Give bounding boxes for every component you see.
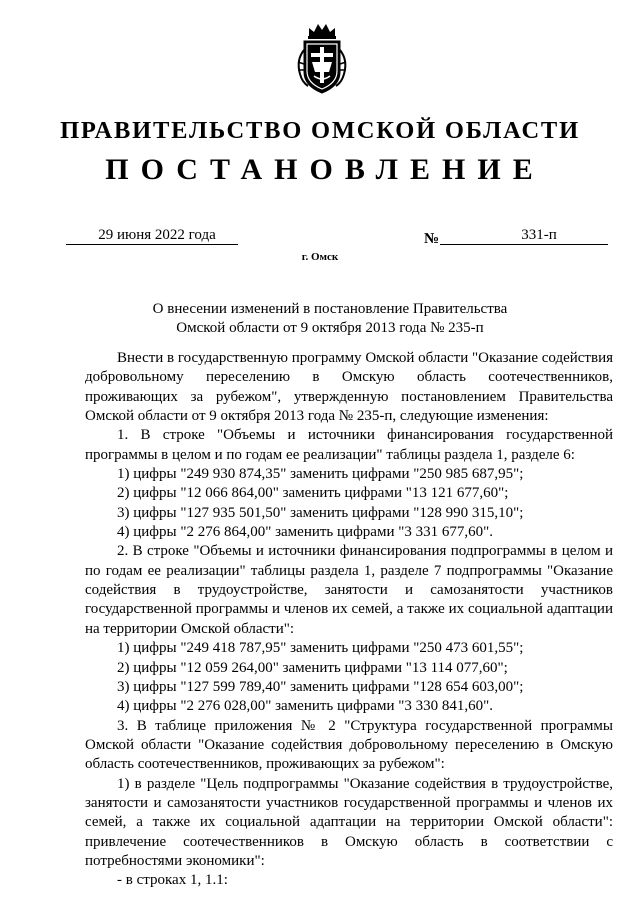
- list-item: 2) цифры "12 066 864,00" заменить цифрами "13 121 677,60";: [117, 485, 509, 502]
- city: г. Омск: [301, 251, 339, 263]
- paragraph: 3. В таблице приложения № 2 "Структура государственной программы Омской области "Оказание содействия добровольному переселению в Омскую область соотечественников, проживающих за рубежом":: [85, 717, 613, 773]
- list-item: 4) цифры "2 276 028,00" заменить цифрами "3 330 841,60".: [117, 698, 493, 715]
- document-date: 29 июня 2022 года: [66, 226, 238, 245]
- paragraph: 1. В строке "Объемы и источники финансирования государственной программы в целом и по годам ее реализации" таблицы раздела 1, разделе 6:: [85, 427, 613, 463]
- list-item: 1) цифры "249 418 787,95" заменить цифрами "250 473 601,55";: [117, 640, 524, 657]
- paragraph: 1) в разделе "Цель подпрограммы "Оказание содействия в трудоустройстве, занятости и самозанятости участников государственной программы и членов их семей, а также их социальной адаптации на территории Омской области": привлечение соотечественников в Омскую область в соответствии с потребностями экономики":: [85, 775, 613, 869]
- paragraph: Внести в государственную программу Омской области "Оказание содействия добровольному переселению в Омскую область соотечественников, проживающих за рубежом", утвержденную постановлением Правительства Омской области от 9 октября 2013 года № 235-п, следующие изменения:: [85, 350, 613, 425]
- number-sign: №: [424, 231, 440, 247]
- list-item: 4) цифры "2 276 864,00" заменить цифрами "3 331 677,60".: [117, 524, 493, 541]
- document-type: ПОСТАНОВЛЕНИЕ: [105, 153, 545, 186]
- list-item: 3) цифры "127 935 501,50" заменить цифрами "128 990 315,10";: [117, 504, 524, 521]
- list-item: 3) цифры "127 599 789,40" заменить цифрами "128 654 603,00";: [117, 678, 524, 695]
- list-item: 1) цифры "249 930 874,35" заменить цифрами "250 985 687,95";: [117, 466, 524, 483]
- list-item: 2) цифры "12 059 264,00" заменить цифрами "13 114 077,60";: [117, 659, 508, 676]
- document-number: 331-п: [440, 226, 608, 245]
- subject-line: О внесении изменений в постановление Правительства: [152, 301, 508, 317]
- paragraph: 2. В строке "Объемы и источники финансирования подпрограммы в целом и по годам ее реализации" таблицы раздела 1, разделе 7 подпрограммы "Оказание содействия в трудоустройстве, занятости и самозанятости участников государственной программы и членов их семей, а также их социальной адаптации на территории Омской области":: [85, 543, 613, 637]
- government-name: ПРАВИТЕЛЬСТВО ОМСКОЙ ОБЛАСТИ: [60, 117, 580, 144]
- subject-line: Омской области от 9 октября 2013 года № 235-п: [176, 320, 484, 336]
- coat-of-arms-icon: [292, 20, 352, 98]
- document-body: [85, 349, 613, 891]
- list-item: - в строках 1, 1.1:: [117, 872, 228, 889]
- document-subject: [80, 300, 580, 338]
